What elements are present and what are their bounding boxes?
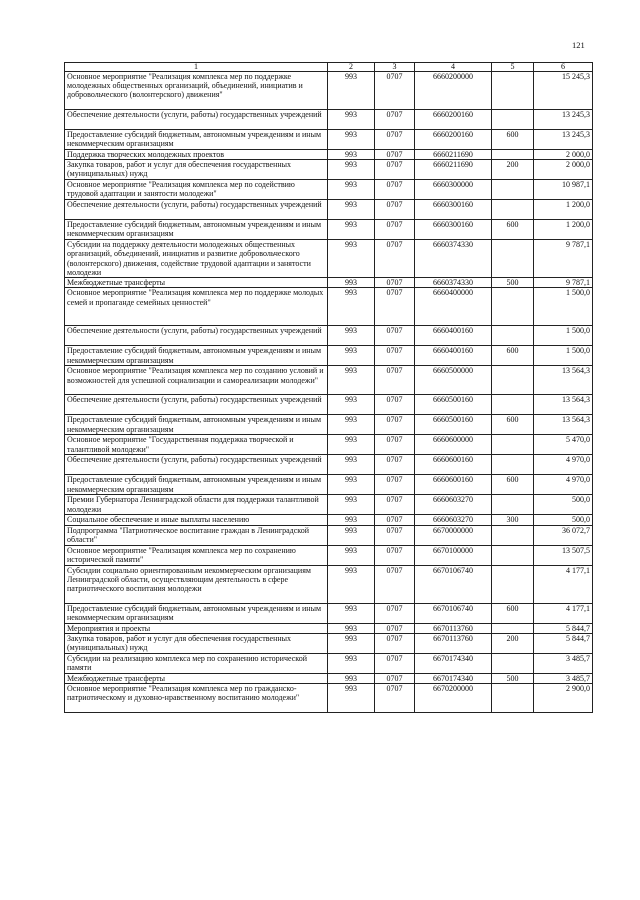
table-row <box>65 395 593 415</box>
cell-sum: 10 987,1 <box>534 180 593 200</box>
cell-vr: 600 <box>492 346 534 366</box>
cell-rz: 0707 <box>375 200 415 220</box>
cell-csr: 6660211690 <box>415 150 492 160</box>
cell-csr: 6670106740 <box>415 603 492 623</box>
cell-name: Предоставление субсидий бюджетным, автономным учреждениям и иным некоммерческим организациям <box>65 475 328 495</box>
cell-name: Закупка товаров, работ и услуг для обеспечения государственных (муниципальных) нужд <box>65 633 328 653</box>
cell-sum: 1 200,0 <box>534 200 593 220</box>
cell-name: Обеспечение деятельности (услуги, работы) государственных учреждений <box>65 455 328 475</box>
table-row <box>65 545 593 565</box>
cell-sum: 1 500,0 <box>534 346 593 366</box>
cell-vr <box>492 110 534 130</box>
cell-name: Мероприятия и проекты <box>65 623 328 633</box>
cell-csr: 6660300160 <box>415 200 492 220</box>
cell-rz: 0707 <box>375 623 415 633</box>
cell-vr: 600 <box>492 475 534 495</box>
cell-ved: 993 <box>328 110 375 130</box>
cell-sum: 1 200,0 <box>534 220 593 240</box>
cell-name: Основное мероприятие "Реализация комплекса мер по поддержке молодежных общественных организаций, объединений, инициатив и добровольческого (волонтерского) движения" <box>65 72 328 110</box>
cell-sum: 9 787,1 <box>534 240 593 278</box>
cell-ved: 993 <box>328 395 375 415</box>
cell-vr <box>492 623 534 633</box>
cell-name: Основное мероприятие "Государственная поддержка творческой и талантливой молодежи" <box>65 435 328 455</box>
cell-vr: 600 <box>492 220 534 240</box>
cell-name: Предоставление субсидий бюджетным, автономным учреждениям и иным некоммерческим организациям <box>65 220 328 240</box>
cell-csr: 6660603270 <box>415 495 492 515</box>
cell-ved: 993 <box>328 278 375 288</box>
table-row <box>65 653 593 673</box>
cell-vr <box>492 435 534 455</box>
cell-vr: 500 <box>492 278 534 288</box>
cell-csr: 6660500000 <box>415 366 492 395</box>
cell-sum: 3 485,7 <box>534 653 593 673</box>
page-number: 121 <box>572 40 585 50</box>
table-row <box>65 623 593 633</box>
table-row <box>65 240 593 278</box>
cell-csr: 6660200000 <box>415 72 492 110</box>
cell-rz: 0707 <box>375 278 415 288</box>
cell-ved: 993 <box>328 326 375 346</box>
cell-csr: 6660200160 <box>415 110 492 130</box>
cell-sum: 500,0 <box>534 515 593 525</box>
cell-ved: 993 <box>328 455 375 475</box>
table-row <box>65 288 593 326</box>
cell-csr: 6660300160 <box>415 220 492 240</box>
cell-vr <box>492 366 534 395</box>
cell-ved: 993 <box>328 633 375 653</box>
table-row <box>65 160 593 180</box>
header-cell-name: 1 <box>65 63 328 72</box>
table-row <box>65 110 593 130</box>
cell-rz: 0707 <box>375 72 415 110</box>
cell-ved: 993 <box>328 623 375 633</box>
cell-sum: 5 844,7 <box>534 633 593 653</box>
cell-csr: 6660600160 <box>415 475 492 495</box>
cell-sum: 4 177,1 <box>534 565 593 603</box>
cell-ved: 993 <box>328 180 375 200</box>
cell-csr: 6670200000 <box>415 684 492 713</box>
cell-csr: 6660603270 <box>415 515 492 525</box>
cell-csr: 6670106740 <box>415 565 492 603</box>
cell-vr <box>492 288 534 326</box>
cell-rz: 0707 <box>375 160 415 180</box>
cell-name: Основное мероприятие "Реализация комплекса мер по сохранению исторической памяти" <box>65 545 328 565</box>
table-row <box>65 326 593 346</box>
cell-name: Основное мероприятие "Реализация комплекса мер по поддержке молодых семей и пропаганде семейных ценностей" <box>65 288 328 326</box>
cell-name: Обеспечение деятельности (услуги, работы) государственных учреждений <box>65 395 328 415</box>
table-row <box>65 278 593 288</box>
cell-ved: 993 <box>328 545 375 565</box>
cell-csr: 6670174340 <box>415 673 492 683</box>
header-cell-sum: 6 <box>534 63 593 72</box>
table-row <box>65 525 593 545</box>
table-row <box>65 603 593 623</box>
cell-csr: 6660211690 <box>415 160 492 180</box>
cell-vr: 600 <box>492 603 534 623</box>
table-row <box>65 684 593 713</box>
cell-sum: 13 564,3 <box>534 395 593 415</box>
cell-sum: 1 500,0 <box>534 288 593 326</box>
cell-name: Межбюджетные трансферты <box>65 673 328 683</box>
cell-ved: 993 <box>328 200 375 220</box>
table-body <box>65 72 593 713</box>
cell-sum: 2 000,0 <box>534 160 593 180</box>
cell-sum: 9 787,1 <box>534 278 593 288</box>
header-cell-rz: 3 <box>375 63 415 72</box>
table-row <box>65 633 593 653</box>
cell-ved: 993 <box>328 565 375 603</box>
cell-vr: 500 <box>492 673 534 683</box>
table-row <box>65 366 593 395</box>
cell-ved: 993 <box>328 435 375 455</box>
cell-vr: 300 <box>492 515 534 525</box>
cell-sum: 1 500,0 <box>534 326 593 346</box>
table-row <box>65 565 593 603</box>
cell-ved: 993 <box>328 603 375 623</box>
cell-rz: 0707 <box>375 673 415 683</box>
table-row <box>65 415 593 435</box>
cell-csr: 6660300000 <box>415 180 492 200</box>
cell-ved: 993 <box>328 495 375 515</box>
cell-vr <box>492 200 534 220</box>
cell-csr: 6660500160 <box>415 415 492 435</box>
cell-csr: 6660600000 <box>415 435 492 455</box>
budget-table <box>64 62 593 713</box>
cell-sum: 5 844,7 <box>534 623 593 633</box>
table-row <box>65 455 593 475</box>
cell-name: Субсидии на реализацию комплекса мер по сохранению исторической памяти <box>65 653 328 673</box>
cell-rz: 0707 <box>375 565 415 603</box>
cell-name: Поддержка творческих молодежных проектов <box>65 150 328 160</box>
cell-name: Предоставление субсидий бюджетным, автономным учреждениям и иным некоммерческим организациям <box>65 603 328 623</box>
cell-name: Подпрограмма "Патриотическое воспитание граждан в Ленинградской области" <box>65 525 328 545</box>
cell-csr: 6660374330 <box>415 278 492 288</box>
table-row <box>65 475 593 495</box>
cell-ved: 993 <box>328 72 375 110</box>
table-row <box>65 150 593 160</box>
cell-csr: 6660500160 <box>415 395 492 415</box>
cell-rz: 0707 <box>375 545 415 565</box>
cell-csr: 6670174340 <box>415 653 492 673</box>
table-row <box>65 72 593 110</box>
cell-vr <box>492 525 534 545</box>
cell-vr: 600 <box>492 415 534 435</box>
cell-sum: 13 507,5 <box>534 545 593 565</box>
cell-rz: 0707 <box>375 150 415 160</box>
cell-rz: 0707 <box>375 180 415 200</box>
cell-rz: 0707 <box>375 603 415 623</box>
cell-vr <box>492 240 534 278</box>
cell-ved: 993 <box>328 515 375 525</box>
cell-name: Субсидии социально ориентированным некоммерческим организациям Ленинградской области, осуществляющим деятельность в сфере патриотического воспитания молодежи <box>65 565 328 603</box>
cell-sum: 13 564,3 <box>534 366 593 395</box>
cell-csr: 6660400160 <box>415 326 492 346</box>
cell-sum: 3 485,7 <box>534 673 593 683</box>
cell-vr <box>492 150 534 160</box>
cell-ved: 993 <box>328 525 375 545</box>
cell-sum: 4 970,0 <box>534 455 593 475</box>
cell-vr <box>492 495 534 515</box>
table-row <box>65 130 593 150</box>
table-row <box>65 200 593 220</box>
cell-name: Субсидии на поддержку деятельности молодежных общественных организаций, объединений, инициатив и развитие добровольческого (волонтерского) движения, содействие трудовой адаптации и занятости молодежи <box>65 240 328 278</box>
cell-ved: 993 <box>328 288 375 326</box>
table-row <box>65 346 593 366</box>
cell-name: Межбюджетные трансферты <box>65 278 328 288</box>
cell-rz: 0707 <box>375 220 415 240</box>
cell-name: Предоставление субсидий бюджетным, автономным учреждениям и иным некоммерческим организациям <box>65 415 328 435</box>
cell-ved: 993 <box>328 653 375 673</box>
cell-csr: 6670000000 <box>415 525 492 545</box>
header-cell-csr: 4 <box>415 63 492 72</box>
cell-vr <box>492 326 534 346</box>
cell-ved: 993 <box>328 475 375 495</box>
cell-ved: 993 <box>328 160 375 180</box>
cell-rz: 0707 <box>375 395 415 415</box>
cell-rz: 0707 <box>375 415 415 435</box>
cell-rz: 0707 <box>375 288 415 326</box>
cell-rz: 0707 <box>375 130 415 150</box>
cell-name: Закупка товаров, работ и услуг для обеспечения государственных (муниципальных) нужд <box>65 160 328 180</box>
cell-sum: 36 072,7 <box>534 525 593 545</box>
cell-ved: 993 <box>328 415 375 435</box>
cell-rz: 0707 <box>375 240 415 278</box>
cell-rz: 0707 <box>375 633 415 653</box>
cell-sum: 15 245,3 <box>534 72 593 110</box>
table-row <box>65 673 593 683</box>
table-row <box>65 180 593 200</box>
cell-csr: 6670113760 <box>415 633 492 653</box>
cell-vr: 200 <box>492 633 534 653</box>
cell-rz: 0707 <box>375 684 415 713</box>
cell-vr <box>492 395 534 415</box>
cell-rz: 0707 <box>375 475 415 495</box>
cell-vr <box>492 180 534 200</box>
cell-rz: 0707 <box>375 455 415 475</box>
cell-vr <box>492 545 534 565</box>
cell-sum: 5 470,0 <box>534 435 593 455</box>
table-row <box>65 435 593 455</box>
cell-ved: 993 <box>328 366 375 395</box>
cell-sum: 13 564,3 <box>534 415 593 435</box>
cell-ved: 993 <box>328 346 375 366</box>
cell-csr: 6660400000 <box>415 288 492 326</box>
cell-rz: 0707 <box>375 653 415 673</box>
cell-rz: 0707 <box>375 110 415 130</box>
cell-sum: 13 245,3 <box>534 130 593 150</box>
cell-vr <box>492 455 534 475</box>
cell-vr <box>492 72 534 110</box>
cell-rz: 0707 <box>375 366 415 395</box>
cell-ved: 993 <box>328 130 375 150</box>
cell-ved: 993 <box>328 240 375 278</box>
table-row <box>65 515 593 525</box>
cell-name: Социальное обеспечение и иные выплаты населению <box>65 515 328 525</box>
cell-sum: 4 177,1 <box>534 603 593 623</box>
cell-vr: 200 <box>492 160 534 180</box>
header-cell-ved: 2 <box>328 63 375 72</box>
cell-sum: 4 970,0 <box>534 475 593 495</box>
cell-sum: 2 900,0 <box>534 684 593 713</box>
cell-vr <box>492 565 534 603</box>
cell-rz: 0707 <box>375 435 415 455</box>
cell-name: Основное мероприятие "Реализация комплекса мер по содействию трудовой адаптации и занятости молодежи" <box>65 180 328 200</box>
cell-csr: 6660374330 <box>415 240 492 278</box>
cell-ved: 993 <box>328 684 375 713</box>
cell-vr <box>492 684 534 713</box>
cell-csr: 6670113760 <box>415 623 492 633</box>
cell-ved: 993 <box>328 150 375 160</box>
header-cell-vr: 5 <box>492 63 534 72</box>
cell-ved: 993 <box>328 220 375 240</box>
cell-name: Основное мероприятие "Реализация комплекса мер по гражданско-патриотическому и духовно-нравственному воспитанию молодежи" <box>65 684 328 713</box>
cell-rz: 0707 <box>375 515 415 525</box>
cell-name: Обеспечение деятельности (услуги, работы) государственных учреждений <box>65 326 328 346</box>
cell-name: Обеспечение деятельности (услуги, работы) государственных учреждений <box>65 110 328 130</box>
cell-csr: 6670100000 <box>415 545 492 565</box>
cell-rz: 0707 <box>375 495 415 515</box>
cell-rz: 0707 <box>375 346 415 366</box>
cell-sum: 2 000,0 <box>534 150 593 160</box>
cell-rz: 0707 <box>375 326 415 346</box>
cell-csr: 6660400160 <box>415 346 492 366</box>
table-row <box>65 220 593 240</box>
cell-sum: 500,0 <box>534 495 593 515</box>
cell-name: Предоставление субсидий бюджетным, автономным учреждениям и иным некоммерческим организациям <box>65 130 328 150</box>
cell-csr: 6660200160 <box>415 130 492 150</box>
cell-csr: 6660600160 <box>415 455 492 475</box>
cell-ved: 993 <box>328 673 375 683</box>
table-row <box>65 495 593 515</box>
cell-vr <box>492 653 534 673</box>
cell-vr: 600 <box>492 130 534 150</box>
cell-name: Премии Губернатора Ленинградской области для поддержки талантливой молодежи <box>65 495 328 515</box>
cell-rz: 0707 <box>375 525 415 545</box>
cell-name: Основное мероприятие "Реализация комплекса мер по созданию условий и возможностей для успешной социализации и самореализации молодежи" <box>65 366 328 395</box>
header-row <box>65 63 593 72</box>
cell-name: Обеспечение деятельности (услуги, работы) государственных учреждений <box>65 200 328 220</box>
cell-sum: 13 245,3 <box>534 110 593 130</box>
cell-name: Предоставление субсидий бюджетным, автономным учреждениям и иным некоммерческим организациям <box>65 346 328 366</box>
